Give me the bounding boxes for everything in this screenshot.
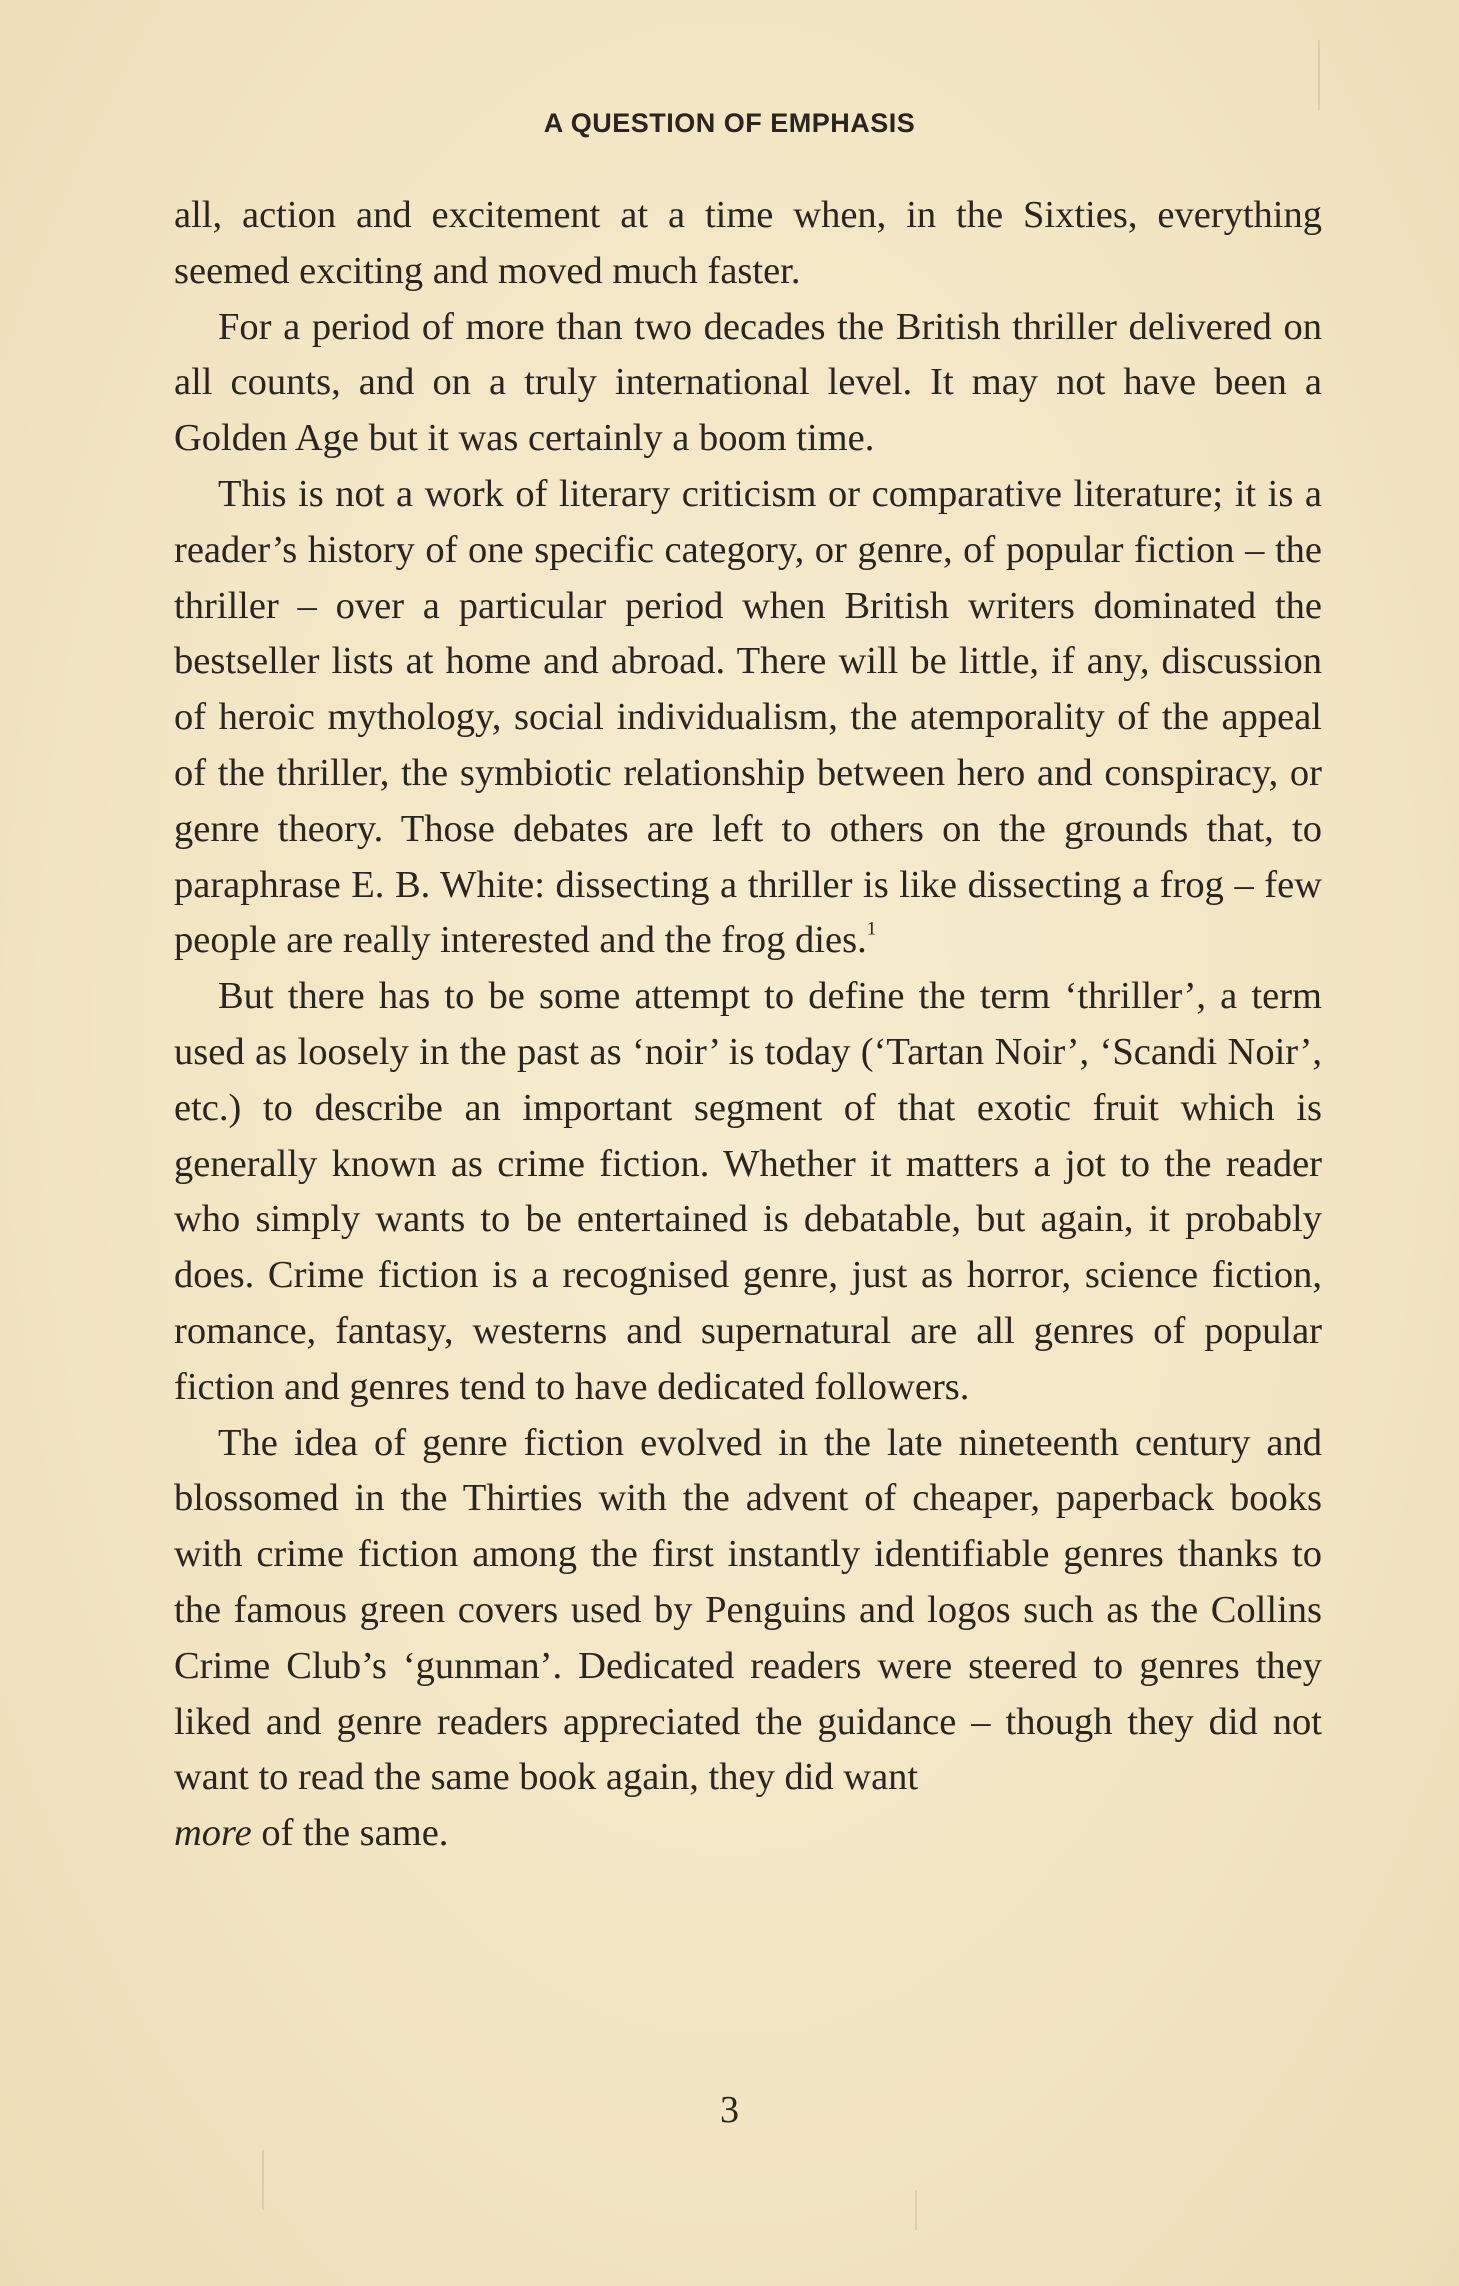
body-text xyxy=(174,188,1322,1862)
paper-blemish xyxy=(915,2190,917,2230)
paper-blemish xyxy=(1318,40,1320,110)
emphasis-word: more xyxy=(174,1812,252,1855)
paragraph: But there has to be some attempt to define the term ‘thriller’, a term used as loosely in the past as ‘noir’ is today (‘Tartan Noir’, ‘Scandi Noir’, etc.) to describe an important segment of that exotic fruit which is generally known as crime fiction. Whether it matters a jot to the reader who simply wants to be entertained is debatable, but again, it probably does. Crime fiction is a recognised genre, just as horror, science fiction, romance, fantasy, westerns and supernatural are all genres of popular fiction and genres tend to have dedicated followers. xyxy=(174,975,1322,1408)
paragraph: For a period of more than two decades the British thriller delivered on all counts, and on a truly international level. It may not have been a Golden Age but it was certainly a boom time. xyxy=(174,305,1322,460)
paragraph: This is not a work of literary criticism or comparative literature; it is a reader’s history of one specific category, or genre, of popular fiction – the thriller – over a particular period when British writers dominated the bestseller lists at home and abroad. There will be little, if any, discussion of heroic mythology, social individualism, the atemporality of the appeal of the thriller, the symbiotic relationship between hero and conspiracy, or genre theory. Those debates are left to others on the grounds that, to paraphrase E. B. White: dissecting a thriller is like dissecting a frog – few people are really interested and the frog dies.$^1$ xyxy=(174,472,1322,962)
paragraph-continued: all, action and excitement at a time when, in the Sixties, everything seemed exciting and moved much faster. xyxy=(174,194,1322,292)
paper-blemish xyxy=(262,2150,264,2210)
running-head: A QUESTION OF EMPHASIS xyxy=(543,108,916,138)
footnote-reference[interactable]: 1 xyxy=(866,919,877,941)
paragraph: The idea of genre fiction evolved in the late nineteenth century and blossomed in the Thirties with the advent of cheaper, paperback books with crime fiction among the first instantly identifiable genres thanks to the famous green covers used by Penguins and logos such as the Collins Crime Club’s ‘gunman’. Dedicated readers were steered to genres they liked and genre readers appreciated the guidance – though they did not want to read the same book again, they did want more of the same. xyxy=(174,1421,1322,1855)
page-number: 3 xyxy=(720,2089,739,2131)
